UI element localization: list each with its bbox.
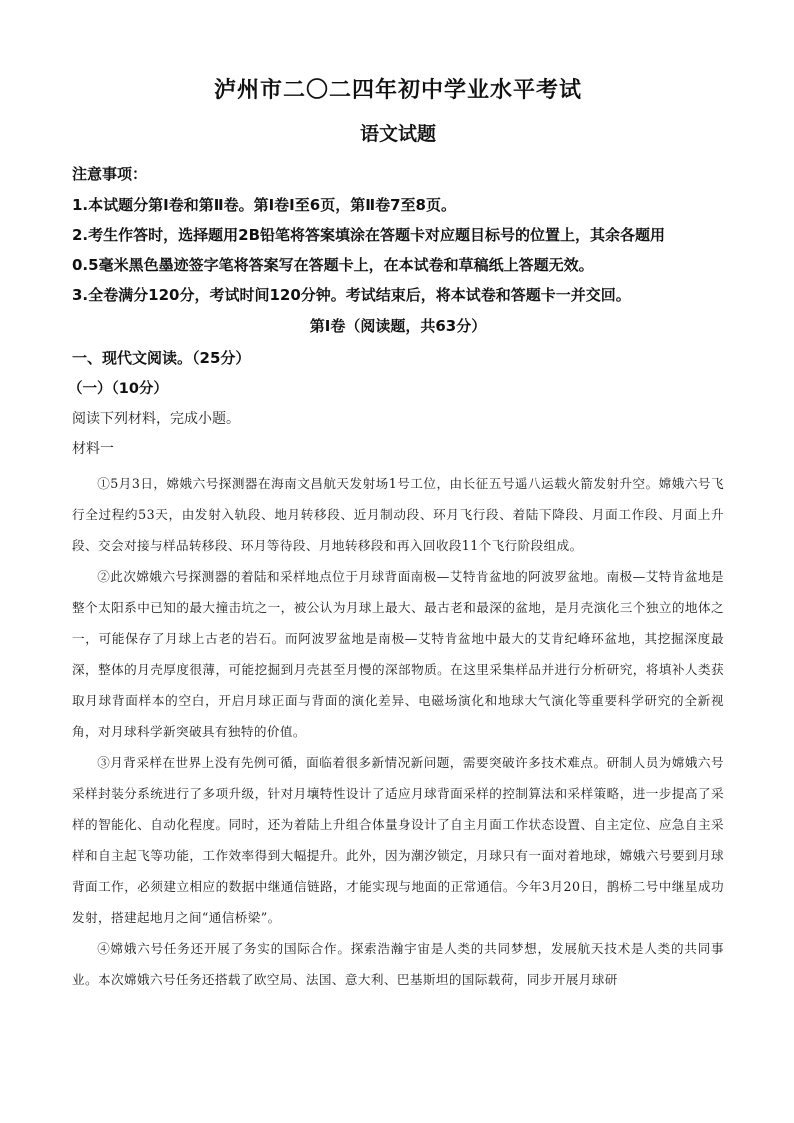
notice-line-4: 3.全卷满分120分，考试时间120分钟。考试结束后，将本试卷和答题卡一并交回。 [72,286,631,304]
paragraph-1: ①5月3日，嫦娥六号探测器在海南文昌航天发射场1号工位，由长征五号遥八运载火箭发射升空。嫦娥六号飞行全过程约53天，由发射入轨段、地月转移段、近月制动段、环月飞行段、着陆下降段、月面工作段、月面上升段、交会对接与样品转移段、环月等待段、月地转移段和再入回收段11个飞行阶段组成。 [72,476,724,553]
paragraph-2: ②此次嫦娥六号探测器的着陆和采样地点位于月球背面南极—艾特肯盆地的阿波罗盆地。南极—艾特肯盆地是整个太阳系中已知的最大撞击坑之一，被公认为月球上最大、最古老和最深的盆地，是月壳演化三个独立的地体之一，可能保存了月球上古老的岩石。而阿波罗盆地是南极—艾特肯盆地中最大的艾肯纪峰环盆地，其挖掘深度最深，整体的月壳厚度很薄，可能挖掘到月壳甚至月慢的深部物质。在这里采集样品并进行分析研究，将填补人类获取月球背面样本的空白，开启月球正面与背面的演化差异、电磁场演化和地球大气演化等重要科学研究的全新视角，对月球科学新突破具有独特的价值。 [72,569,724,739]
notice-line-3: 0.5毫米黑色墨迹签字笔将答案写在答题卡上，在本试卷和草稿纸上答题无效。 [72,256,594,274]
paragraph-4: ④嫦娥六号任务还开展了务实的国际合作。探索浩瀚宇宙是人类的共同梦想，发展航天技术是人类的共同事业。本次嫦娥六号任务还搭载了欧空局、法国、意大利、巴基斯坦的国际载荷，同步开展月球研 [72,941,724,987]
paragraph-3: ③月背采样在世界上没有先例可循，面临着很多新情况新问题，需要突破许多技术难点。研制人员为嫦娥六号采样封装分系统进行了多项升级，针对月壤特性设计了适应月球背面采样的控制算法和采样策略，进一步提高了采样的智能化、自动化程度。同时，还为着陆上升组合体量身设计了自主月面工作状态设置、自主定位、应急自主采样和自主起飞等功能，工作效率得到大幅提升。此外，因为潮汐锁定，月球只有一面对着地球，嫦娥六号要到月球背面工作，必须建立相应的数据中继通信链路，才能实现与地面的正常通信。今年3月20日，鹊桥二号中继星成功发射，搭建起地月之间“通信桥梁”。 [72,755,724,925]
notice-heading: 注意事项： [72,165,148,183]
section-heading: 一、现代文阅读。（25分） [72,349,251,367]
notice-line-2: 2.考生作答时，选择题用2B铅笔将答案填涂在答题卡对应题目标号的位置上，其余各题用 [72,226,666,244]
notice-block [72,158,724,310]
material-heading: 材料一 [72,441,114,457]
exam-title: 泸州市二〇二四年初中学业水平考试 [213,77,582,103]
notice-line-1: 1.本试题分第Ⅰ卷和第Ⅱ卷。第Ⅰ卷Ⅰ至6页，第Ⅱ卷7至8页。 [72,196,456,214]
subsection-heading: （一）（10分） [68,381,168,397]
part-heading: 第Ⅰ卷（阅读题，共63分） [309,317,487,335]
exam-subtitle: 语文试题 [359,123,436,145]
material-body [72,468,724,995]
reading-instruction: 阅读下列材料，完成小题。 [72,411,240,427]
